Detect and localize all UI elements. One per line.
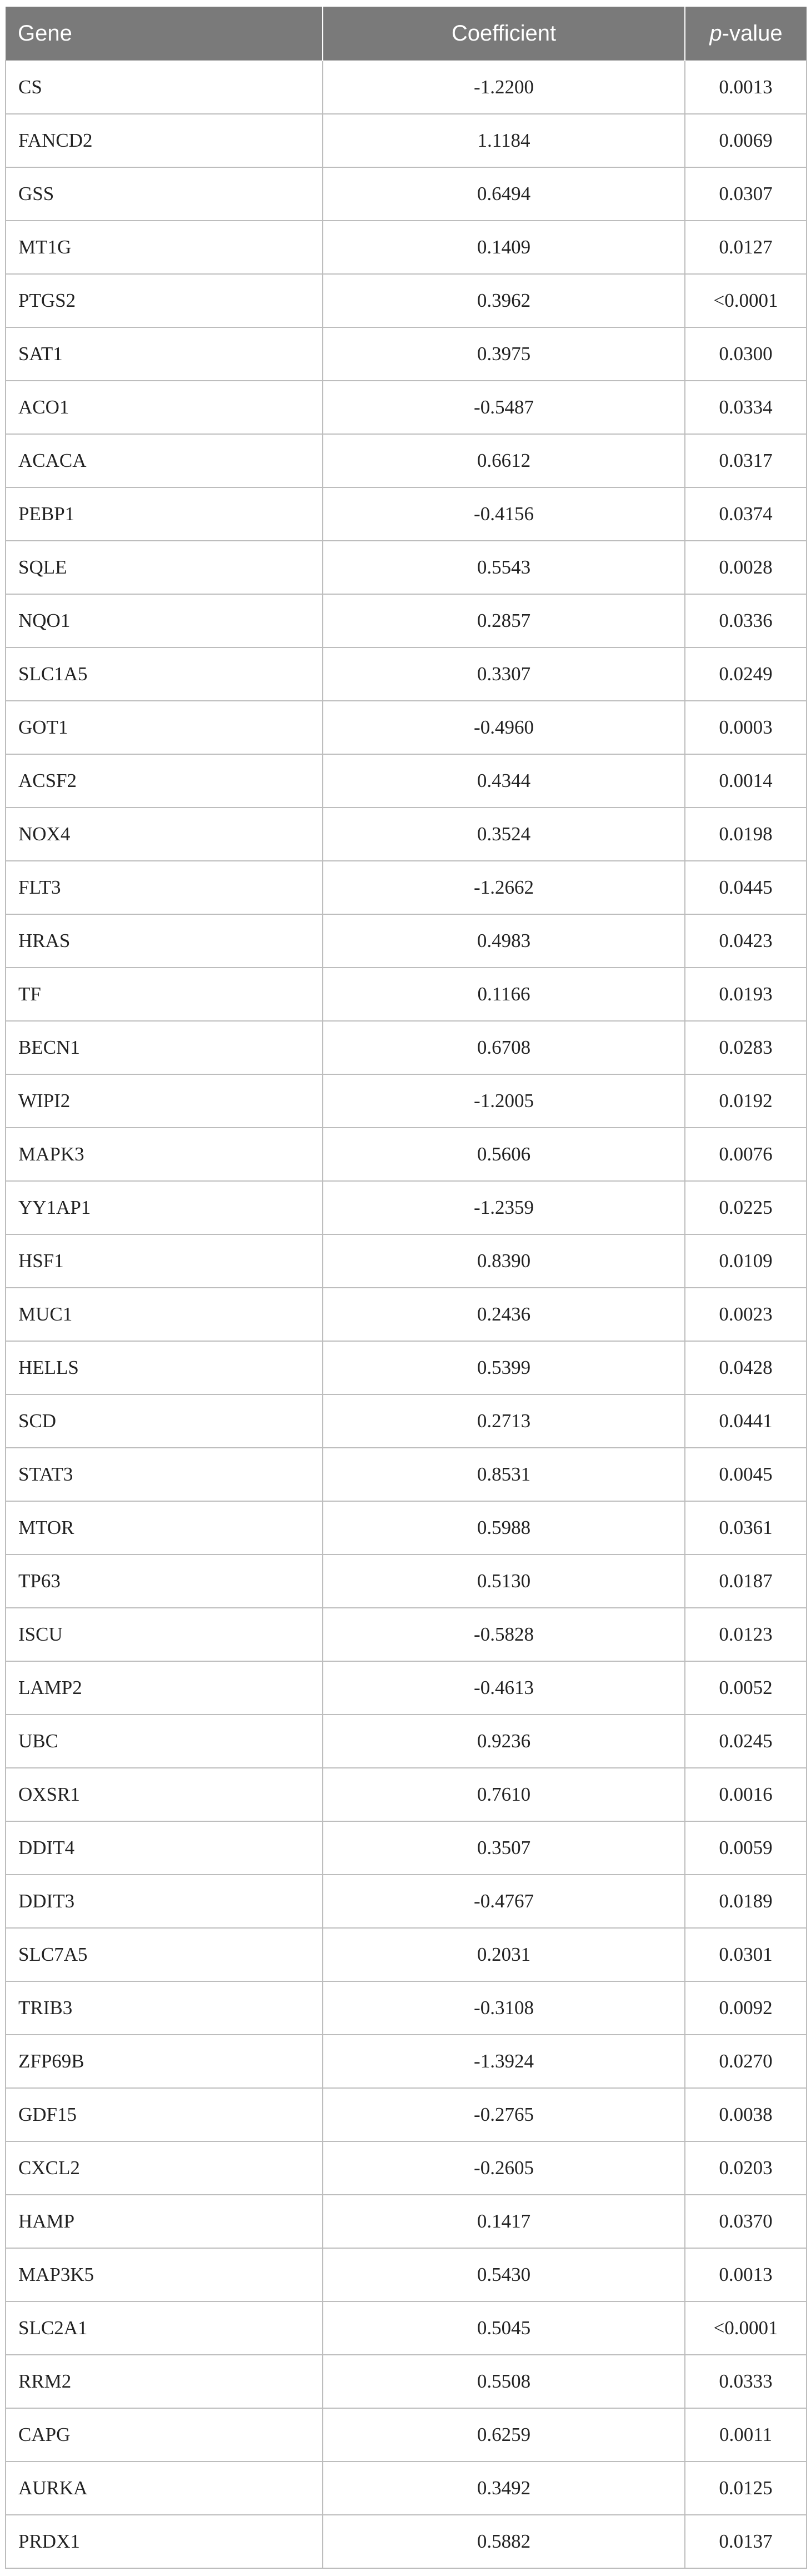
coefficient-cell: 0.8531 — [323, 1448, 685, 1501]
p-value-cell: <0.0001 — [685, 2301, 807, 2355]
gene-cell: WIPI2 — [6, 1074, 323, 1128]
coefficient-cell: 0.4344 — [323, 754, 685, 808]
gene-cell: DDIT3 — [6, 1875, 323, 1928]
p-value-cell: 0.0245 — [685, 1715, 807, 1768]
coefficient-cell: 0.3975 — [323, 327, 685, 381]
gene-cell: SCD — [6, 1394, 323, 1448]
coefficient-cell: 0.5882 — [323, 2515, 685, 2568]
gene-cell: HSF1 — [6, 1234, 323, 1288]
table-row — [6, 1875, 807, 1928]
coefficient-cell: 0.7610 — [323, 1768, 685, 1821]
gene-cell: PRDX1 — [6, 2515, 323, 2568]
p-value-cell: 0.0069 — [685, 114, 807, 167]
coefficient-cell: -1.2005 — [323, 1074, 685, 1128]
gene-cell: ACSF2 — [6, 754, 323, 808]
table-row — [6, 2141, 807, 2195]
gene-cell: MTOR — [6, 1501, 323, 1554]
table-row — [6, 1768, 807, 1821]
p-value-cell: 0.0270 — [685, 2035, 807, 2088]
coefficient-cell: 0.5606 — [323, 1128, 685, 1181]
coefficient-cell: 0.2436 — [323, 1288, 685, 1341]
coefficient-cell: 0.6259 — [323, 2408, 685, 2462]
table-row — [6, 1234, 807, 1288]
gene-cell: GDF15 — [6, 2088, 323, 2141]
p-value-cell: 0.0003 — [685, 701, 807, 754]
p-value-cell: 0.0076 — [685, 1128, 807, 1181]
gene-cell: FANCD2 — [6, 114, 323, 167]
p-value-cell: 0.0225 — [685, 1181, 807, 1234]
gene-cell: YY1AP1 — [6, 1181, 323, 1234]
coefficient-cell: -0.4156 — [323, 487, 685, 541]
header-p-value — [685, 7, 807, 61]
table-row — [6, 434, 807, 487]
gene-cell: TF — [6, 968, 323, 1021]
p-value-cell: 0.0038 — [685, 2088, 807, 2141]
p-value-cell: 0.0092 — [685, 1981, 807, 2035]
p-value-cell: 0.0203 — [685, 2141, 807, 2195]
table-row — [6, 861, 807, 914]
gene-cell: AURKA — [6, 2462, 323, 2515]
coefficient-cell: -1.2662 — [323, 861, 685, 914]
gene-cell: CAPG — [6, 2408, 323, 2462]
gene-cell: SLC1A5 — [6, 647, 323, 701]
coefficient-cell: 0.5045 — [323, 2301, 685, 2355]
coefficient-cell: 0.5399 — [323, 1341, 685, 1394]
p-value-cell: 0.0441 — [685, 1394, 807, 1448]
gene-cell: TP63 — [6, 1554, 323, 1608]
coefficient-cell: 0.3492 — [323, 2462, 685, 2515]
table-row — [6, 2462, 807, 2515]
header-gene: Gene — [6, 7, 323, 61]
gene-cell: UBC — [6, 1715, 323, 1768]
p-value-cell: 0.0198 — [685, 808, 807, 861]
coefficient-cell: 0.6708 — [323, 1021, 685, 1074]
coefficient-cell: -0.4613 — [323, 1661, 685, 1715]
table-row — [6, 594, 807, 647]
p-value-cell: 0.0193 — [685, 968, 807, 1021]
p-value-cell: 0.0125 — [685, 2462, 807, 2515]
coefficient-cell: -1.2200 — [323, 61, 685, 114]
coefficient-cell: -0.5487 — [323, 381, 685, 434]
gene-cell: HELLS — [6, 1341, 323, 1394]
p-value-cell: 0.0187 — [685, 1554, 807, 1608]
p-value-cell: 0.0374 — [685, 487, 807, 541]
coefficient-cell: 0.3524 — [323, 808, 685, 861]
gene-cell: RRM2 — [6, 2355, 323, 2408]
table-row — [6, 114, 807, 167]
gene-cell: SLC2A1 — [6, 2301, 323, 2355]
table-row — [6, 1501, 807, 1554]
coefficient-cell: 0.2713 — [323, 1394, 685, 1448]
gene-cell: OXSR1 — [6, 1768, 323, 1821]
gene-cell: TRIB3 — [6, 1981, 323, 2035]
p-value-cell: 0.0123 — [685, 1608, 807, 1661]
gene-cell: GOT1 — [6, 701, 323, 754]
table-row — [6, 274, 807, 327]
gene-cell: ISCU — [6, 1608, 323, 1661]
table-row — [6, 2248, 807, 2301]
table-body — [6, 61, 807, 2568]
coefficient-cell: -0.3108 — [323, 1981, 685, 2035]
p-value-cell: <0.0001 — [685, 274, 807, 327]
p-value-cell: 0.0028 — [685, 541, 807, 594]
p-value-cell: 0.0317 — [685, 434, 807, 487]
table-row — [6, 914, 807, 968]
gene-cell: HRAS — [6, 914, 323, 968]
coefficient-cell: 0.2857 — [323, 594, 685, 647]
table-row — [6, 1288, 807, 1341]
table-row — [6, 754, 807, 808]
p-value-cell: 0.0016 — [685, 1768, 807, 1821]
table-row — [6, 1074, 807, 1128]
p-value-cell: 0.0059 — [685, 1821, 807, 1875]
p-value-cell: 0.0127 — [685, 221, 807, 274]
table-row — [6, 487, 807, 541]
coefficient-cell: 1.1184 — [323, 114, 685, 167]
gene-cell: MAP3K5 — [6, 2248, 323, 2301]
gene-cell: MUC1 — [6, 1288, 323, 1341]
table-row — [6, 1981, 807, 2035]
gene-cell: BECN1 — [6, 1021, 323, 1074]
table-row — [6, 2355, 807, 2408]
coefficient-cell: 0.5508 — [323, 2355, 685, 2408]
p-value-cell: 0.0361 — [685, 1501, 807, 1554]
coefficient-cell: 0.5130 — [323, 1554, 685, 1608]
header-p-italic: p — [709, 21, 722, 46]
coefficient-cell: 0.1417 — [323, 2195, 685, 2248]
p-value-cell: 0.0137 — [685, 2515, 807, 2568]
table-row — [6, 1394, 807, 1448]
p-value-cell: 0.0052 — [685, 1661, 807, 1715]
p-value-cell: 0.0013 — [685, 2248, 807, 2301]
gene-cell: CXCL2 — [6, 2141, 323, 2195]
p-value-cell: 0.0014 — [685, 754, 807, 808]
p-value-cell: 0.0109 — [685, 1234, 807, 1288]
gene-cell: STAT3 — [6, 1448, 323, 1501]
coefficient-cell: 0.9236 — [323, 1715, 685, 1768]
table-row — [6, 61, 807, 114]
table-row — [6, 1021, 807, 1074]
gene-cell: SLC7A5 — [6, 1928, 323, 1981]
gene-cell: ACACA — [6, 434, 323, 487]
table-row — [6, 327, 807, 381]
gene-cell: MT1G — [6, 221, 323, 274]
coefficient-cell: 0.1166 — [323, 968, 685, 1021]
coefficient-cell: 0.2031 — [323, 1928, 685, 1981]
table-row — [6, 808, 807, 861]
p-value-cell: 0.0334 — [685, 381, 807, 434]
p-value-cell: 0.0336 — [685, 594, 807, 647]
table-row — [6, 647, 807, 701]
table-header — [6, 7, 807, 61]
p-value-cell: 0.0045 — [685, 1448, 807, 1501]
p-value-cell: 0.0428 — [685, 1341, 807, 1394]
table-row — [6, 221, 807, 274]
p-value-cell: 0.0300 — [685, 327, 807, 381]
coefficient-cell: 0.1409 — [323, 221, 685, 274]
table-row — [6, 1821, 807, 1875]
coefficient-cell: 0.4983 — [323, 914, 685, 968]
table-row — [6, 1928, 807, 1981]
coefficient-cell: 0.6494 — [323, 167, 685, 221]
table-row — [6, 1448, 807, 1501]
p-value-cell: 0.0301 — [685, 1928, 807, 1981]
p-value-cell: 0.0189 — [685, 1875, 807, 1928]
coefficient-cell: -0.2765 — [323, 2088, 685, 2141]
table-row — [6, 2088, 807, 2141]
gene-cell: PTGS2 — [6, 274, 323, 327]
table-row — [6, 167, 807, 221]
coefficient-cell: -1.2359 — [323, 1181, 685, 1234]
p-value-cell: 0.0307 — [685, 167, 807, 221]
header-p-suffix: -value — [722, 21, 783, 46]
p-value-cell: 0.0423 — [685, 914, 807, 968]
table-row — [6, 1715, 807, 1768]
coefficient-cell: 0.3507 — [323, 1821, 685, 1875]
coefficient-cell: 0.3307 — [323, 647, 685, 701]
coefficient-cell: -0.4767 — [323, 1875, 685, 1928]
table-row — [6, 1608, 807, 1661]
gene-cell: ZFP69B — [6, 2035, 323, 2088]
table-row — [6, 1341, 807, 1394]
p-value-cell: 0.0192 — [685, 1074, 807, 1128]
header-row — [6, 7, 807, 61]
gene-cell: ACO1 — [6, 381, 323, 434]
p-value-cell: 0.0013 — [685, 61, 807, 114]
coefficient-cell: -0.5828 — [323, 1608, 685, 1661]
coefficient-cell: 0.5430 — [323, 2248, 685, 2301]
table-row — [6, 701, 807, 754]
coefficient-cell: 0.5543 — [323, 541, 685, 594]
p-value-cell: 0.0445 — [685, 861, 807, 914]
table-row — [6, 2408, 807, 2462]
gene-coefficient-table — [5, 7, 807, 2569]
p-value-cell: 0.0249 — [685, 647, 807, 701]
table-row — [6, 2515, 807, 2568]
gene-cell: NOX4 — [6, 808, 323, 861]
gene-cell: HAMP — [6, 2195, 323, 2248]
gene-cell: SAT1 — [6, 327, 323, 381]
gene-cell: SQLE — [6, 541, 323, 594]
coefficient-cell: -0.4960 — [323, 701, 685, 754]
coefficient-cell: -1.3924 — [323, 2035, 685, 2088]
table-row — [6, 1128, 807, 1181]
coefficient-cell: 0.5988 — [323, 1501, 685, 1554]
p-value-cell: 0.0023 — [685, 1288, 807, 1341]
table-row — [6, 2195, 807, 2248]
table-row — [6, 1181, 807, 1234]
table-row — [6, 968, 807, 1021]
p-value-cell: 0.0333 — [685, 2355, 807, 2408]
table-row — [6, 541, 807, 594]
gene-cell: FLT3 — [6, 861, 323, 914]
gene-cell: CS — [6, 61, 323, 114]
table-row — [6, 2301, 807, 2355]
gene-cell: GSS — [6, 167, 323, 221]
coefficient-cell: 0.3962 — [323, 274, 685, 327]
gene-cell: NQO1 — [6, 594, 323, 647]
coefficient-cell: 0.6612 — [323, 434, 685, 487]
p-value-cell: 0.0011 — [685, 2408, 807, 2462]
table-row — [6, 381, 807, 434]
table-row — [6, 1554, 807, 1608]
table-row — [6, 1661, 807, 1715]
table-row — [6, 2035, 807, 2088]
gene-cell: LAMP2 — [6, 1661, 323, 1715]
coefficient-cell: -0.2605 — [323, 2141, 685, 2195]
coefficient-cell: 0.8390 — [323, 1234, 685, 1288]
gene-cell: MAPK3 — [6, 1128, 323, 1181]
gene-cell: DDIT4 — [6, 1821, 323, 1875]
gene-cell: PEBP1 — [6, 487, 323, 541]
p-value-cell: 0.0283 — [685, 1021, 807, 1074]
header-coefficient: Coefficient — [323, 7, 685, 61]
p-value-cell: 0.0370 — [685, 2195, 807, 2248]
